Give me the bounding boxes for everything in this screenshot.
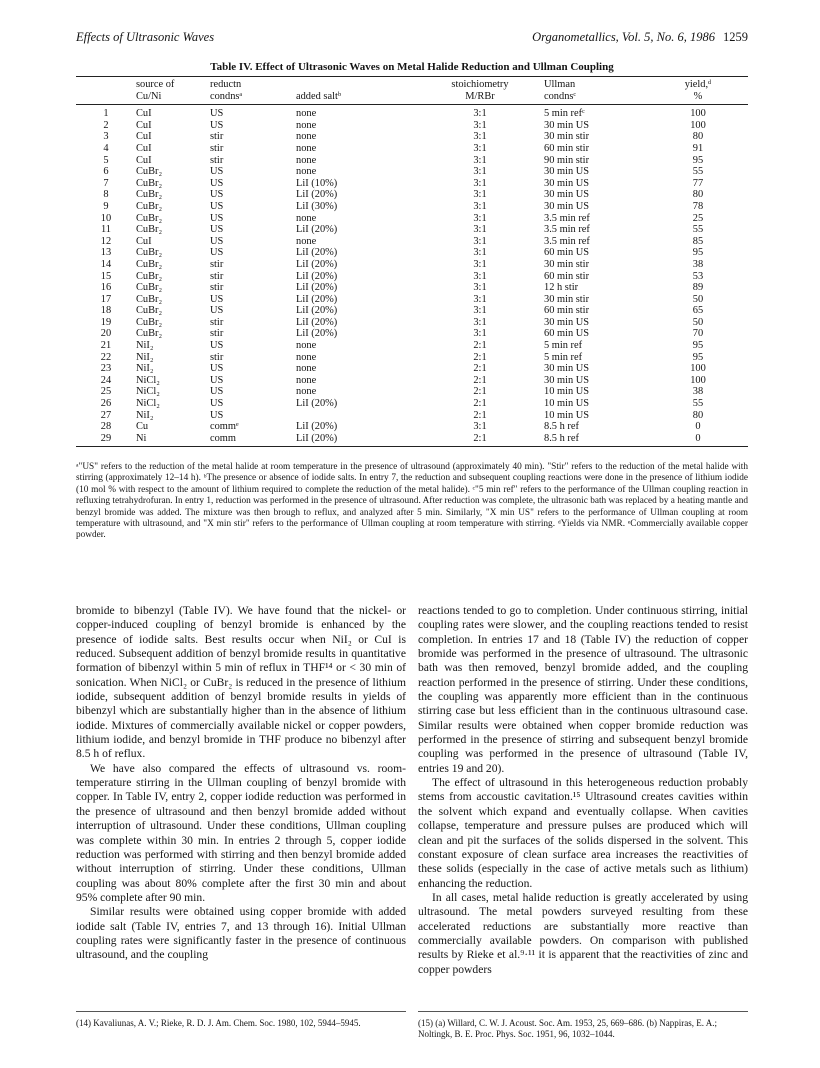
- cell-ullman-conditions: 5 min refᶜ: [544, 108, 585, 120]
- cell-entry-number: 19: [100, 316, 112, 328]
- cell-ullman-conditions: 30 min US: [544, 374, 590, 386]
- cell-entry-number: 20: [100, 328, 112, 340]
- table-row: [76, 224, 748, 236]
- cell-entry-number: 16: [100, 282, 112, 294]
- cell-ullman-conditions: 5 min ref: [544, 351, 583, 363]
- cell-reduction-conditions: US: [210, 247, 224, 259]
- paragraph: In all cases, metal halide reduction is greatly accelerated by using ultrasound. The metal powders surveyed resulting from these accelerated reductions are substantially more reactive than commercially available powders. On comparison with published results by Rieke et al.⁹·¹¹ it is apparent that the reactivities of zinc and copper powders: [418, 890, 748, 976]
- cell-added-salt: LiI (20%): [296, 421, 338, 433]
- cell-stoichiometry: 2:1: [473, 386, 487, 398]
- cell-source-metal: CuI: [136, 154, 152, 166]
- cell-reduction-conditions: US: [210, 363, 224, 375]
- cell-stoichiometry: 3:1: [473, 189, 487, 201]
- cell-yield: 77: [692, 177, 704, 189]
- body-column-right: [418, 604, 748, 977]
- body-column-left: [76, 604, 406, 963]
- table-body: [76, 105, 748, 447]
- cell-reduction-conditions: US: [210, 108, 224, 120]
- cell-stoichiometry: 3:1: [473, 224, 487, 236]
- cell-stoichiometry: 3:1: [473, 305, 487, 317]
- cell-added-salt: LiI (20%): [296, 305, 338, 317]
- cell-source-metal: NiI₂: [136, 363, 154, 375]
- cell-added-salt: none: [296, 166, 317, 178]
- cell-ullman-conditions: 10 min US: [544, 386, 590, 398]
- cell-yield: 95: [692, 340, 704, 352]
- cell-source-metal: CuI: [136, 119, 152, 131]
- table-row: [76, 410, 748, 422]
- cell-ullman-conditions: 60 min stir: [544, 142, 590, 154]
- cell-source-metal: CuBr₂: [136, 224, 163, 236]
- cell-stoichiometry: 3:1: [473, 177, 487, 189]
- column-header-ullman-conditions: Ullman: [544, 79, 576, 90]
- cell-added-salt: LiI (20%): [296, 282, 338, 294]
- cell-entry-number: 2: [103, 119, 109, 131]
- cell-source-metal: NiCl₂: [136, 374, 160, 386]
- table-row: [76, 421, 748, 433]
- cell-reduction-conditions: US: [210, 305, 224, 317]
- cell-stoichiometry: 2:1: [473, 398, 487, 410]
- cell-added-salt: LiI (20%): [296, 293, 338, 305]
- column-header-stoichiometry: M/RBr: [416, 91, 544, 105]
- cell-added-salt: LiI (20%): [296, 189, 338, 201]
- cell-yield: 95: [692, 247, 704, 259]
- column-header-entry-number: [76, 91, 136, 105]
- cell-source-metal: CuBr₂: [136, 189, 163, 201]
- cell-stoichiometry: 3:1: [473, 316, 487, 328]
- table-row: [76, 120, 748, 132]
- column-header-stoichiometry: stoichiometry: [451, 79, 509, 90]
- table-row: [76, 213, 748, 225]
- cell-added-salt: LiI (20%): [296, 224, 338, 236]
- cell-ullman-conditions: 30 min US: [544, 177, 590, 189]
- cell-added-salt: LiI (20%): [296, 398, 338, 410]
- column-header-ullman-conditions: condnsᶜ: [544, 91, 648, 105]
- column-header-added-salt: [296, 77, 416, 91]
- cell-yield: 38: [692, 258, 704, 270]
- cell-reduction-conditions: US: [210, 119, 224, 131]
- cell-added-salt: LiI (10%): [296, 177, 338, 189]
- cell-source-metal: CuBr₂: [136, 247, 163, 259]
- cell-entry-number: 9: [103, 200, 109, 212]
- cell-reduction-conditions: stir: [210, 282, 224, 294]
- cell-entry-number: 28: [100, 421, 112, 433]
- cell-entry-number: 4: [103, 142, 109, 154]
- table-row: [76, 143, 748, 155]
- cell-source-metal: CuI: [136, 142, 152, 154]
- cell-stoichiometry: 3:1: [473, 235, 487, 247]
- cell-stoichiometry: 3:1: [473, 142, 487, 154]
- cell-added-salt: LiI (20%): [296, 328, 338, 340]
- cell-yield: 95: [692, 351, 704, 363]
- paragraph: reactions tended to go to completion. Under continuous stirring, initial coupling rates were slower, and the coupling reactions tended to resist completion. In entries 17 and 18 (Table IV) the reduction of copper bromide was performed in the presence of ultrasound. The ultrasonic bath was then removed, benzyl bromide added, and the coupling reaction performed in the presence of stirring. Under these conditions, the coupling was apparently more efficient than in the continuous stirring case but less efficient than in the continuous ultrasound case. Similar results were obtained when copper bromide reduction was performed in the presence of stirring and subsequent benzyl bromide coupling was performed in the presence of ultrasound (Table IV, entries 19 and 20).: [418, 604, 748, 775]
- cell-reduction-conditions: US: [210, 340, 224, 352]
- cell-yield: 95: [692, 154, 704, 166]
- cell-added-salt: LiI (30%): [296, 200, 338, 212]
- cell-yield: 25: [692, 212, 704, 224]
- cell-yield: 89: [692, 282, 704, 294]
- cell-added-salt: none: [296, 131, 317, 143]
- cell-reduction-conditions: US: [210, 189, 224, 201]
- cell-ullman-conditions: 3.5 min ref: [544, 212, 590, 224]
- cell-added-salt: none: [296, 142, 317, 154]
- table-row: [76, 201, 748, 213]
- table-footnote: ᵃ"US" refers to the reduction of the metal halide at room temperature in the presence of ultrasound (approximately 40 min). "Stir" refers to the reduction of the metal halide with stirring (approximately 12–14 h). ᵇThe presence or absence of iodide salts. In entry 7, the reduction and subsequent coupling reactions were done in the presence of lithium iodide (10 mol % with respect to the amount of lithium required to complete the reduction of the metal halide). ᶜ"5 min ref" refers to the performance of the Ullman coupling reaction in refluxing tetrahydrofuran. In entry 1, reduction was performed in the presence of ultrasound. After reduction was complete, the ultrasonic bath was replaced by a heating mantle and benzyl bromide was added. The mixture was then brough to reflux, and analyzed after 5 min. Similarly, "X min US" refers to the performance of Ullman coupling at room temperature with ultrasound, and "X min stir" refers to the performance of Ullman coupling at room temperature with stirring. ᵈYields via NMR. ᵉCommercially available copper powder.: [76, 462, 748, 541]
- table-row: [76, 398, 748, 410]
- cell-added-salt: none: [296, 386, 317, 398]
- cell-reduction-conditions: US: [210, 200, 224, 212]
- table-row: [76, 386, 748, 398]
- cell-reduction-conditions: US: [210, 235, 224, 247]
- cell-stoichiometry: 3:1: [473, 119, 487, 131]
- table-row: [76, 317, 748, 329]
- cell-reduction-conditions: US: [210, 224, 224, 236]
- cell-yield: 50: [692, 316, 704, 328]
- cell-ullman-conditions: 60 min stir: [544, 305, 590, 317]
- cell-ullman-conditions: 60 min US: [544, 247, 590, 259]
- column-header-yield: %: [648, 91, 748, 105]
- cell-reduction-conditions: US: [210, 409, 224, 421]
- cell-reduction-conditions: US: [210, 166, 224, 178]
- cell-stoichiometry: 3:1: [473, 166, 487, 178]
- cell-ullman-conditions: 10 min US: [544, 409, 590, 421]
- cell-stoichiometry: 3:1: [473, 212, 487, 224]
- cell-stoichiometry: 2:1: [416, 433, 544, 447]
- cell-reduction-conditions: stir: [210, 142, 224, 154]
- cell-ullman-conditions: 10 min US: [544, 398, 590, 410]
- cell-yield: 65: [692, 305, 704, 317]
- cell-stoichiometry: 3:1: [473, 200, 487, 212]
- cell-entry-number: 7: [103, 177, 109, 189]
- cell-reduction-conditions: US: [210, 374, 224, 386]
- table-header-row-2: [76, 91, 748, 105]
- cell-added-salt: none: [296, 119, 317, 131]
- cell-source-metal: CuBr₂: [136, 270, 163, 282]
- cell-entry-number: 5: [103, 154, 109, 166]
- cell-entry-number: 17: [100, 293, 112, 305]
- cell-source-metal: NiI₂: [136, 340, 154, 352]
- table-header-row-1: [76, 77, 748, 91]
- table-row: [76, 166, 748, 178]
- cell-source-metal: CuBr₂: [136, 258, 163, 270]
- cell-added-salt: none: [296, 235, 317, 247]
- cell-stoichiometry: 2:1: [473, 340, 487, 352]
- reference-divider: [418, 1011, 748, 1012]
- cell-reduction-conditions: commᵉ: [210, 421, 239, 433]
- cell-stoichiometry: 2:1: [473, 409, 487, 421]
- cell-entry-number: 21: [100, 340, 112, 352]
- cell-ullman-conditions: 3.5 min ref: [544, 224, 590, 236]
- table-container: [76, 76, 748, 447]
- cell-reduction-conditions: US: [210, 212, 224, 224]
- table-row: [76, 178, 748, 190]
- table-title: Table IV. Effect of Ultrasonic Waves on Metal Halide Reduction and Ullman Coupling: [210, 61, 614, 73]
- journal-citation: [532, 30, 748, 45]
- cell-added-salt: none: [296, 212, 317, 224]
- cell-yield: 55: [692, 224, 704, 236]
- cell-ullman-conditions: 8.5 h ref: [544, 433, 648, 447]
- cell-ullman-conditions: 30 min US: [544, 189, 590, 201]
- cell-entry-number: 22: [100, 351, 112, 363]
- table-row: [76, 363, 748, 375]
- cell-entry-number: 10: [100, 212, 112, 224]
- cell-entry-number: 12: [100, 235, 112, 247]
- cell-added-salt: none: [296, 340, 317, 352]
- cell-source-metal: NiI₂: [136, 351, 154, 363]
- cell-reduction-conditions: US: [210, 177, 224, 189]
- cell-source-metal: CuBr₂: [136, 212, 163, 224]
- cell-source-metal: CuBr₂: [136, 282, 163, 294]
- cell-added-salt: LiI (20%): [296, 270, 338, 282]
- cell-source-metal: CuBr₂: [136, 166, 163, 178]
- cell-reduction-conditions: comm: [210, 433, 296, 447]
- table-row: [76, 189, 748, 201]
- cell-ullman-conditions: 30 min stir: [544, 131, 590, 143]
- cell-entry-number: 27: [100, 409, 112, 421]
- cell-entry-number: 3: [103, 131, 109, 143]
- cell-reduction-conditions: stir: [210, 131, 224, 143]
- cell-source-metal: NiCl₂: [136, 398, 160, 410]
- cell-source-metal: CuI: [136, 108, 152, 120]
- cell-entry-number: 18: [100, 305, 112, 317]
- cell-stoichiometry: 3:1: [473, 247, 487, 259]
- cell-entry-number: 23: [100, 363, 112, 375]
- cell-yield: 55: [692, 166, 704, 178]
- column-header-added-salt: added saltᵇ: [296, 91, 416, 105]
- running-header: [76, 30, 748, 46]
- cell-source-metal: CuBr₂: [136, 328, 163, 340]
- running-title: Effects of Ultrasonic Waves: [76, 30, 215, 44]
- cell-ullman-conditions: 30 min US: [544, 363, 590, 375]
- table-row: [76, 247, 748, 259]
- cell-entry-number: 15: [100, 270, 112, 282]
- page-number: 1259: [723, 30, 748, 44]
- cell-yield: 53: [692, 270, 704, 282]
- cell-yield: 55: [692, 398, 704, 410]
- table-row: [76, 105, 748, 120]
- cell-reduction-conditions: stir: [210, 154, 224, 166]
- cell-yield: 78: [692, 200, 704, 212]
- column-header-reduction-conditions: reductn: [210, 79, 242, 90]
- reference-15: (15) (a) Willard, C. W. J. Acoust. Soc. Am. 1953, 25, 669–686. (b) Nappiras, E. A.; Noltingk, B. E. Proc. Phys. Soc. 1951, 96, 1032–1044.: [418, 1018, 717, 1039]
- cell-ullman-conditions: 8.5 h ref: [544, 421, 579, 433]
- cell-added-salt: LiI (20%): [296, 247, 338, 259]
- cell-source-metal: NiCl₂: [136, 386, 160, 398]
- cell-entry-number: 13: [100, 247, 112, 259]
- cell-ullman-conditions: 30 min stir: [544, 258, 590, 270]
- cell-stoichiometry: 2:1: [473, 351, 487, 363]
- cell-ullman-conditions: 30 min stir: [544, 293, 590, 305]
- column-header-yield: yield,ᵈ: [684, 79, 712, 90]
- cell-ullman-conditions: 12 h stir: [544, 282, 579, 294]
- table-row: [76, 352, 748, 364]
- cell-added-salt: LiI (20%): [296, 316, 338, 328]
- cell-added-salt: [296, 410, 416, 422]
- cell-yield: 70: [692, 328, 704, 340]
- cell-entry-number: 11: [100, 224, 111, 236]
- cell-stoichiometry: 3:1: [473, 258, 487, 270]
- cell-source-metal: CuI: [136, 131, 152, 143]
- cell-source-metal: CuBr₂: [136, 305, 163, 317]
- cell-ullman-conditions: 5 min ref: [544, 340, 583, 352]
- cell-yield: 100: [690, 108, 706, 120]
- cell-ullman-conditions: 30 min US: [544, 166, 590, 178]
- table-row: [76, 259, 748, 271]
- cell-reduction-conditions: stir: [210, 270, 224, 282]
- cell-yield: 100: [690, 119, 706, 131]
- table-row: [76, 155, 748, 167]
- cell-yield: 38: [692, 386, 704, 398]
- cell-stoichiometry: 2:1: [473, 363, 487, 375]
- paragraph: We have also compared the effects of ultrasound vs. room-temperature stirring in the Ullman coupling of benzyl bromide with copper. In Table IV, entry 2, copper iodide reduction was performed in the presence of ultrasound and then benzyl bromide added without interruption of ultrasound. Under these conditions, Ullman coupling was complete within 30 min. In entries 2 through 5, copper iodide reduction was performed with stirring and then benzyl bromide added without interruption of stirring. Under these conditions, Ullman coupling was about 80% complete after the first 30 min and about 95% complete after 90 min.: [76, 761, 406, 904]
- cell-yield: 0: [648, 433, 748, 447]
- column-header-source-metal: Cu/Ni: [136, 91, 210, 105]
- table-row: [76, 433, 748, 447]
- cell-yield: 85: [692, 235, 704, 247]
- cell-stoichiometry: 3:1: [473, 108, 487, 120]
- cell-source-metal: CuBr₂: [136, 200, 163, 212]
- cell-entry-number: 1: [103, 108, 109, 120]
- cell-stoichiometry: 3:1: [473, 154, 487, 166]
- cell-source-metal: Ni: [136, 433, 210, 447]
- column-header-source-metal: source of: [136, 79, 175, 90]
- cell-entry-number: 14: [100, 258, 112, 270]
- cell-added-salt: LiI (20%): [296, 258, 338, 270]
- cell-yield: 91: [692, 142, 704, 154]
- paragraph: The effect of ultrasound in this heterogeneous reduction probably stems from accoustic cavitation.¹⁵ Ultrasound creates cavities within the solvent which expand and eventually collapse. When cavities collapse, temperature and pressure pulses are produced which will clean and pit the surfaces of the solids dispersed in the solvent. This constant exposure of clean surface area increases the reactivities of these solids (especially in the case of active metals such as lithium) enhancing the reduction.: [418, 776, 748, 890]
- cell-yield: 80: [692, 131, 704, 143]
- column-header-entry-number: [76, 77, 136, 91]
- table-row: [76, 294, 748, 306]
- cell-added-salt: none: [296, 374, 317, 386]
- cell-yield: 80: [692, 409, 704, 421]
- table-row: [76, 305, 748, 317]
- reference-divider: [76, 1011, 406, 1012]
- table-row: [76, 375, 748, 387]
- cell-reduction-conditions: US: [210, 398, 224, 410]
- cell-source-metal: CuBr₂: [136, 177, 163, 189]
- cell-yield: 80: [692, 189, 704, 201]
- cell-ullman-conditions: 3.5 min ref: [544, 235, 590, 247]
- reference-14: (14) Kavaliunas, A. V.; Rieke, R. D. J. Am. Chem. Soc. 1980, 102, 5944–5945.: [76, 1018, 361, 1028]
- cell-reduction-conditions: stir: [210, 316, 224, 328]
- cell-ullman-conditions: 90 min stir: [544, 154, 590, 166]
- table-row: [76, 236, 748, 248]
- cell-reduction-conditions: stir: [210, 328, 224, 340]
- cell-stoichiometry: 3:1: [473, 421, 487, 433]
- cell-reduction-conditions: US: [210, 293, 224, 305]
- table-row: [76, 282, 748, 294]
- cell-entry-number: 8: [103, 189, 109, 201]
- journal-name: Organometallics, Vol. 5, No. 6, 1986: [532, 30, 715, 44]
- cell-entry-number: 24: [100, 374, 112, 386]
- cell-entry-number: 6: [103, 166, 109, 178]
- cell-stoichiometry: 3:1: [473, 328, 487, 340]
- cell-entry-number: 29: [76, 433, 136, 447]
- cell-entry-number: 26: [100, 398, 112, 410]
- cell-source-metal: CuBr₂: [136, 316, 163, 328]
- cell-source-metal: CuI: [136, 235, 152, 247]
- cell-reduction-conditions: stir: [210, 351, 224, 363]
- cell-stoichiometry: 3:1: [473, 131, 487, 143]
- cell-added-salt: none: [296, 108, 317, 120]
- cell-added-salt: none: [296, 363, 317, 375]
- cell-ullman-conditions: 30 min US: [544, 316, 590, 328]
- paragraph: Similar results were obtained using copper bromide with added iodide salt (Table IV, entries 7, and 13 through 16). Initial Ullman coupling rates were significantly faster in the presence of continuous ultrasound, and the coupling: [76, 905, 406, 962]
- cell-ullman-conditions: 60 min stir: [544, 270, 590, 282]
- cell-ullman-conditions: 30 min US: [544, 200, 590, 212]
- cell-ullman-conditions: 60 min US: [544, 328, 590, 340]
- cell-stoichiometry: 3:1: [473, 293, 487, 305]
- cell-reduction-conditions: US: [210, 386, 224, 398]
- paragraph: bromide to bibenzyl (Table IV). We have found that the nickel- or copper-induced coupling of benzyl bromide is enhanced by the presence of iodide salts. Best results occur when NiI₂ or CuI is reduced. Subsequent addition of benzyl bromide results in quantitative formation of bibenzyl within 5 min of reflux in THF¹⁴ or < 30 min of sonication. When NiCl₂ or CuBr₂ is reduced in the presence of lithium iodide, subsequent addition of benzyl bromide results in yields of bibenzyl which are substantially higher than in the absence of lithium iodide. Mixtures of commercially available nickel or copper powders, lithium iodide, and benzyl bromide in THF produce no bibenzyl after 8.5 h of reflux.: [76, 604, 406, 761]
- cell-stoichiometry: 2:1: [473, 374, 487, 386]
- cell-entry-number: 25: [100, 386, 112, 398]
- column-header-reduction-conditions: condnsᵃ: [210, 91, 296, 105]
- cell-source-metal: NiI₂: [136, 409, 154, 421]
- cell-added-salt: LiI (20%): [296, 433, 416, 447]
- cell-source-metal: CuBr₂: [136, 293, 163, 305]
- table-row: [76, 131, 748, 143]
- cell-stoichiometry: 3:1: [473, 270, 487, 282]
- table-row: [76, 328, 748, 340]
- cell-yield: 0: [695, 421, 701, 433]
- cell-yield: 100: [690, 363, 706, 375]
- cell-added-salt: none: [296, 154, 317, 166]
- cell-ullman-conditions: 30 min US: [544, 119, 590, 131]
- cell-yield: 100: [690, 374, 706, 386]
- results-table: [76, 76, 748, 447]
- table-row: [76, 271, 748, 283]
- cell-source-metal: Cu: [136, 421, 149, 433]
- cell-yield: 50: [692, 293, 704, 305]
- cell-stoichiometry: 3:1: [473, 282, 487, 294]
- cell-added-salt: none: [296, 351, 317, 363]
- table-row: [76, 340, 748, 352]
- cell-reduction-conditions: stir: [210, 258, 224, 270]
